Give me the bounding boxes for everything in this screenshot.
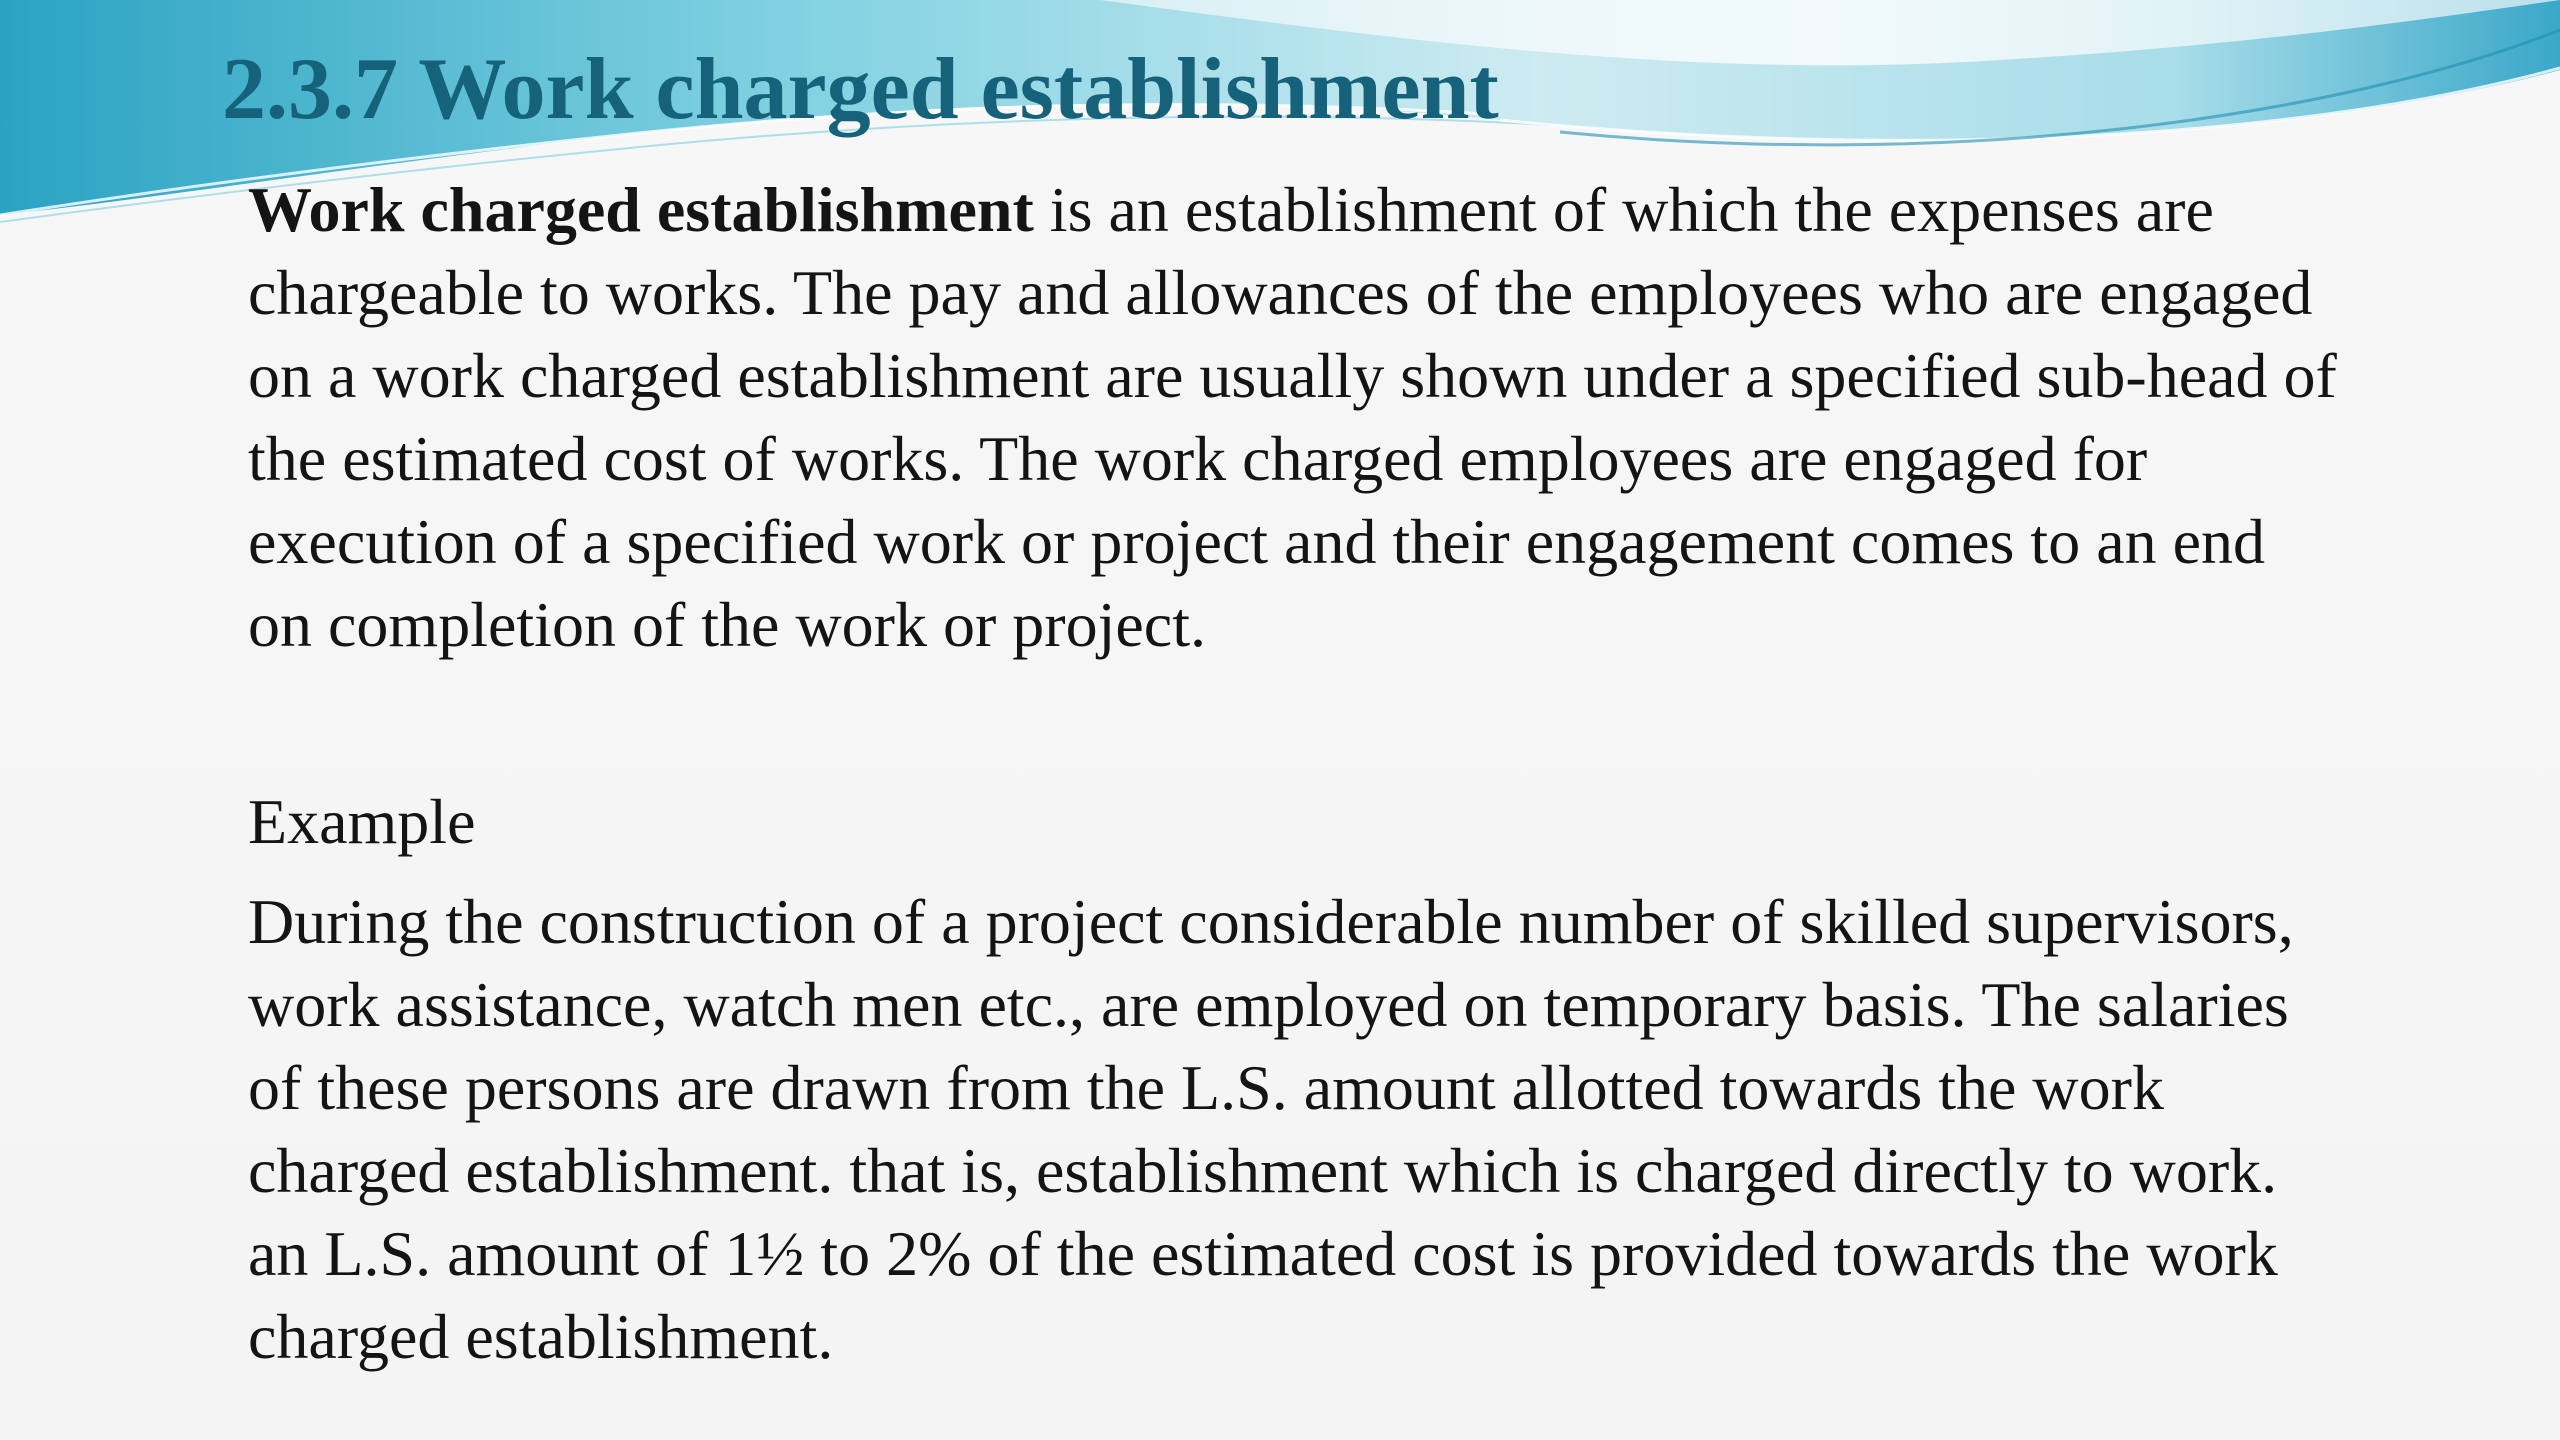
slide-body [248, 168, 2338, 1378]
definition-paragraph [248, 168, 2338, 666]
definition-term: Work charged establishment [248, 174, 1034, 245]
slide-title: 2.3.7 Work charged establishment [222, 41, 1499, 138]
example-paragraph: During the construction of a project considerable number of skilled supervisors, work assistance, watch men etc., are employed on temporary basis. The salaries of these persons are drawn from the L.S. amount allotted towards the work charged establishment. that is, establishment which is charged directly to work. an L.S. amount of 1½ to 2% of the estimated cost is provided towards the work charged establishment. [248, 886, 2294, 1372]
example-heading: Example [248, 786, 476, 857]
definition-text: is an establishment of which the expenses are chargeable to works. The pay and allowances of the employees who are engaged on a work charged establishment are usually shown under a specified sub-head of the estimated cost of works. The work charged employees are engaged for execution of a specified work or project and their engagement comes to an end on completion of the work or project. [248, 174, 2337, 660]
